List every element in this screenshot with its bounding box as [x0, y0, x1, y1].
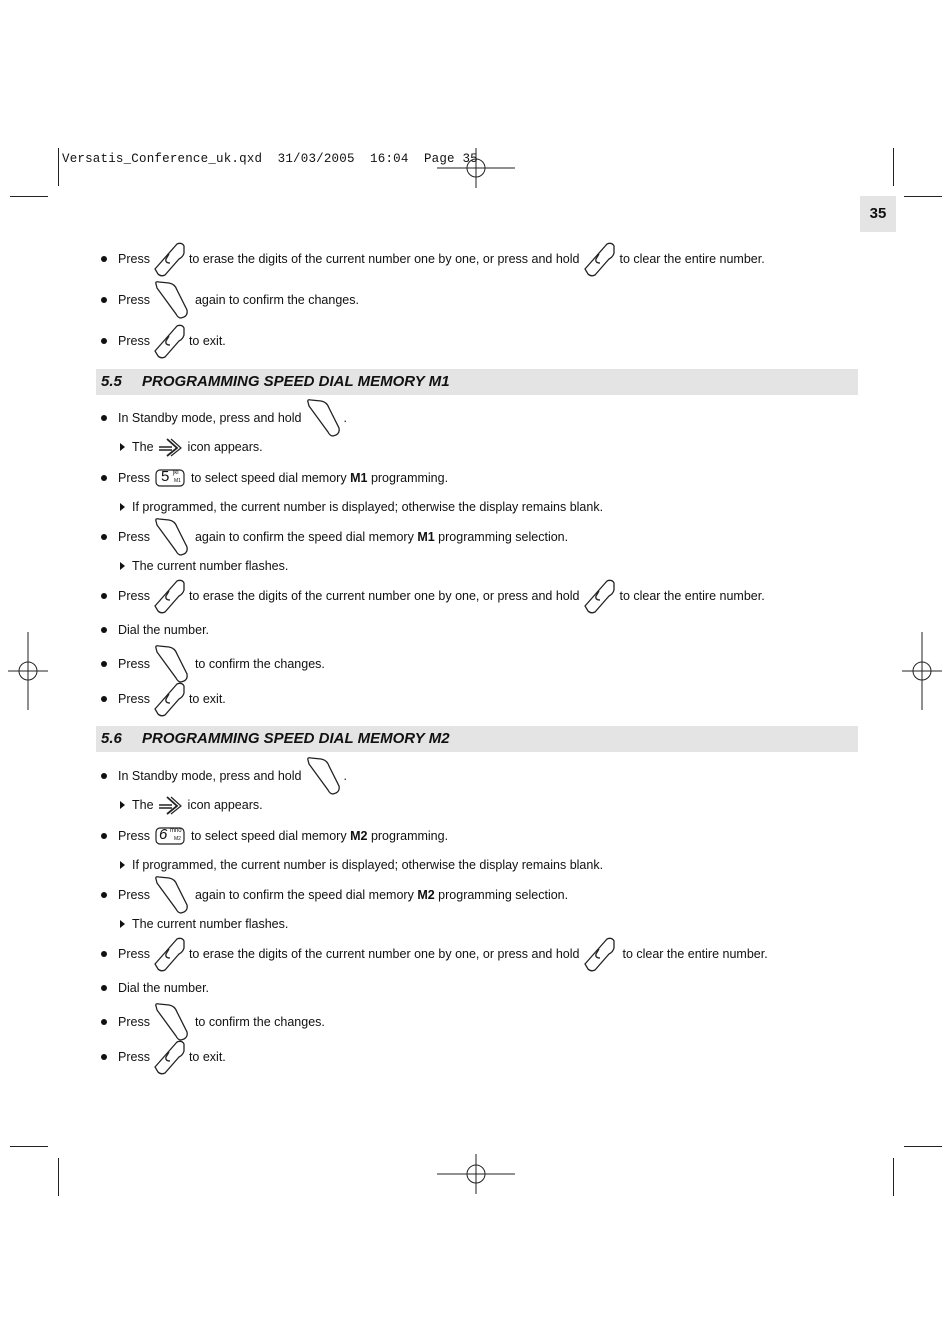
item-text: Press — [118, 692, 150, 706]
crop-mark — [10, 196, 48, 197]
bullet — [101, 773, 107, 779]
item-text: to clear the entire number. — [619, 589, 765, 603]
redial-memory-key-icon — [153, 1002, 189, 1042]
sub-item — [132, 794, 263, 816]
number-key-icon — [151, 578, 187, 614]
key-6-icon — [155, 827, 185, 845]
list-item — [118, 653, 325, 675]
list-item — [118, 1046, 226, 1068]
item-text: to clear the entire number. — [622, 947, 768, 961]
crop-mark — [904, 1146, 942, 1147]
bullet — [101, 415, 107, 421]
item-text: to clear the entire number. — [619, 252, 765, 266]
list-item — [118, 825, 448, 847]
item-text: programming. — [370, 829, 449, 843]
crop-mark — [893, 1158, 894, 1196]
number-key-icon — [151, 323, 187, 359]
bullet — [101, 627, 107, 633]
item-text: Press — [118, 252, 150, 266]
item-text: to select speed dial memory — [190, 829, 347, 843]
list-item — [118, 765, 347, 787]
sub-item — [132, 555, 288, 577]
item-text: Press — [118, 1015, 150, 1029]
registration-mark-icon — [902, 632, 942, 710]
list-item — [118, 467, 448, 489]
item-text: The — [132, 440, 154, 454]
item-text: to erase the digits of the current number one by one, or press and hold — [188, 252, 580, 266]
sub-item — [132, 913, 288, 935]
list-item — [118, 526, 568, 548]
file-slug: Versatis_Conference_uk.qxd 31/03/2005 16:04 Page 35 — [62, 152, 478, 166]
key-sub: M1 — [173, 478, 181, 484]
crop-mark — [904, 196, 942, 197]
list-item — [118, 330, 226, 352]
item-text: The current number flashes. — [132, 559, 289, 573]
item-text: Press — [118, 589, 150, 603]
item-text: In Standby mode, press and hold — [118, 769, 302, 783]
sub-item — [132, 436, 263, 458]
item-text: Dial the number. — [118, 981, 210, 995]
bullet — [101, 593, 107, 599]
item-text: to confirm the changes. — [194, 1015, 325, 1029]
item-text: to exit. — [188, 334, 226, 348]
item-text: Press — [118, 829, 150, 843]
sub-item — [132, 496, 603, 518]
number-key-icon — [151, 681, 187, 717]
item-text: icon appears. — [187, 440, 263, 454]
item-text: to exit. — [188, 1050, 226, 1064]
item-text: . — [343, 411, 347, 425]
key-digit: 6 — [158, 826, 168, 843]
item-text: In Standby mode, press and hold — [118, 411, 302, 425]
sub-item-arrow — [120, 503, 125, 511]
item-text: Press — [118, 334, 150, 348]
bullet — [101, 833, 107, 839]
redial-memory-key-icon — [153, 644, 189, 684]
redial-memory-key-icon — [153, 517, 189, 557]
item-text: Press — [118, 1050, 150, 1064]
sub-item — [132, 854, 603, 876]
list-item — [118, 619, 209, 641]
number-key-icon — [151, 241, 187, 277]
bullet — [101, 1019, 107, 1025]
list-item — [118, 884, 568, 906]
item-text: programming selection. — [438, 888, 569, 902]
redial-memory-key-icon — [305, 756, 341, 796]
item-text: Press — [118, 947, 150, 961]
item-text: If programmed, the current number is displayed; otherwise the display remains blank. — [132, 858, 604, 872]
item-text: to confirm the changes. — [194, 657, 325, 671]
bullet — [101, 1054, 107, 1060]
bullet — [101, 534, 107, 540]
redial-memory-key-icon — [305, 398, 341, 438]
item-text: again to confirm the speed dial memory — [194, 530, 414, 544]
item-text: If programmed, the current number is displayed; otherwise the display remains blank. — [132, 500, 604, 514]
section-heading — [96, 369, 858, 395]
list-item — [118, 977, 209, 999]
item-text: again to confirm the changes. — [194, 293, 359, 307]
section-number: 5.5 — [101, 373, 122, 390]
item-text: again to confirm the speed dial memory — [194, 888, 414, 902]
page-number: 35 — [860, 196, 896, 232]
number-key-icon — [581, 241, 617, 277]
key-digit: 5 — [160, 468, 170, 485]
bullet — [101, 661, 107, 667]
bullet — [101, 338, 107, 344]
section-title: PROGRAMMING SPEED DIAL MEMORY M1 — [142, 373, 450, 390]
key-sub: M2 — [173, 836, 181, 842]
list-item — [118, 1011, 325, 1033]
item-text: to erase the digits of the current number one by one, or press and hold — [188, 947, 580, 961]
section-heading — [96, 726, 858, 752]
bullet — [101, 696, 107, 702]
redial-memory-key-icon — [153, 875, 189, 915]
crop-mark — [58, 148, 59, 186]
sub-item-arrow — [120, 443, 125, 451]
item-bold: M1 — [417, 530, 435, 544]
key-letters: jkl — [172, 470, 179, 476]
section-number: 5.6 — [101, 730, 122, 747]
programming-arrow-icon — [158, 794, 184, 816]
item-text: Press — [118, 293, 150, 307]
item-text: to select speed dial memory — [190, 471, 347, 485]
bullet — [101, 892, 107, 898]
item-text: Press — [118, 530, 150, 544]
number-key-icon — [151, 1039, 187, 1075]
item-text: Press — [118, 471, 150, 485]
item-text: . — [343, 769, 347, 783]
item-text: to exit. — [188, 692, 226, 706]
sub-item-arrow — [120, 562, 125, 570]
bullet — [101, 256, 107, 262]
list-item — [118, 585, 765, 607]
number-key-icon — [581, 936, 617, 972]
bullet — [101, 985, 107, 991]
key-5-icon — [155, 469, 185, 487]
registration-mark-icon — [8, 632, 48, 710]
crop-mark — [58, 1158, 59, 1196]
item-text: programming selection. — [438, 530, 569, 544]
item-text: Press — [118, 657, 150, 671]
sub-item-arrow — [120, 801, 125, 809]
item-text: The — [132, 798, 154, 812]
redial-memory-key-icon — [153, 280, 189, 320]
list-item — [118, 248, 765, 270]
item-text: Dial the number. — [118, 623, 210, 637]
item-bold: M2 — [350, 829, 368, 843]
list-item — [118, 407, 347, 429]
item-bold: M2 — [417, 888, 435, 902]
bullet — [101, 475, 107, 481]
programming-arrow-icon — [158, 436, 184, 458]
section-title: PROGRAMMING SPEED DIAL MEMORY M2 — [142, 730, 450, 747]
item-text: to erase the digits of the current number one by one, or press and hold — [188, 589, 580, 603]
number-key-icon — [581, 578, 617, 614]
item-text: The current number flashes. — [132, 917, 289, 931]
list-item — [118, 688, 226, 710]
item-bold: M1 — [350, 471, 368, 485]
sub-item-arrow — [120, 861, 125, 869]
bullet — [101, 951, 107, 957]
item-text: Press — [118, 888, 150, 902]
bullet — [101, 297, 107, 303]
sub-item-arrow — [120, 920, 125, 928]
number-key-icon — [151, 936, 187, 972]
item-text: icon appears. — [187, 798, 263, 812]
key-letters: mno — [169, 828, 182, 834]
item-text: programming. — [370, 471, 449, 485]
registration-mark-icon — [437, 1154, 515, 1194]
list-item — [118, 289, 359, 311]
list-item — [118, 943, 768, 965]
crop-mark — [10, 1146, 48, 1147]
crop-mark — [893, 148, 894, 186]
